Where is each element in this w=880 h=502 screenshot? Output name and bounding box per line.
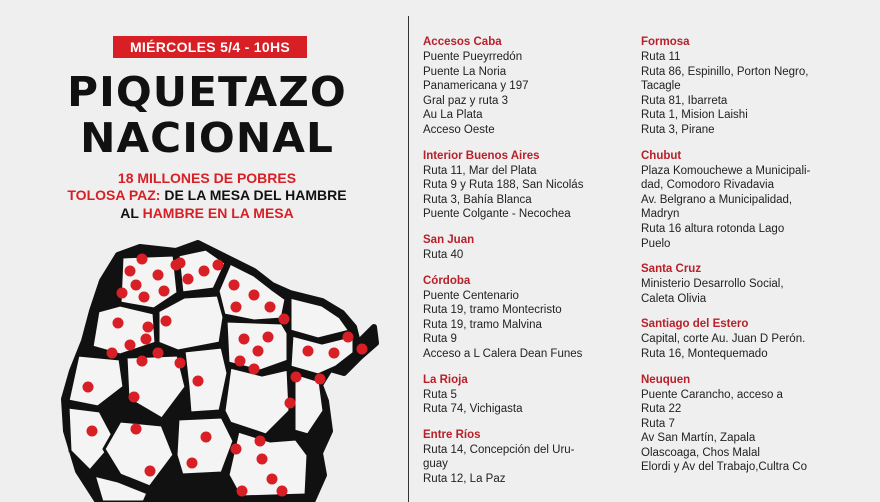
location-line: Puente Colgante - Necochea xyxy=(423,208,571,221)
location-section xyxy=(641,148,861,252)
locations-column-right xyxy=(641,34,861,485)
subtitle-3 xyxy=(0,205,414,222)
location-line: Ruta 11, Mar del Plata xyxy=(423,164,537,177)
subtitle-2 xyxy=(0,187,414,204)
poster-left xyxy=(0,0,408,502)
location-line: Ruta 22 xyxy=(641,403,682,416)
location-line: Ruta 86, Espinillo, Porton Negro, xyxy=(641,65,809,78)
subtitle-3-red: HAMBRE EN LA MESA xyxy=(142,205,294,221)
subtitle-3-pre: AL xyxy=(120,205,143,221)
location-line: Acceso Oeste xyxy=(423,123,495,136)
location-line: Ruta 19, tramo Malvina xyxy=(423,318,542,331)
location-section xyxy=(641,261,861,306)
location-line: Ruta 16 altura rotonda Lago xyxy=(641,222,785,235)
location-line: Gral paz y ruta 3 xyxy=(423,94,509,107)
subtitle-2-rest: DE LA MESA DEL HAMBRE xyxy=(160,187,347,203)
section-title: San Juan xyxy=(423,233,475,246)
section-title: Entre Ríos xyxy=(423,428,481,441)
location-line: Ruta 16, Montequemado xyxy=(641,347,768,360)
location-line: Puente Centenario xyxy=(423,289,519,302)
section-title: Santiago del Estero xyxy=(641,318,749,331)
location-section xyxy=(423,148,643,222)
title-line-2: NACIONAL xyxy=(80,114,334,162)
section-title: Chubut xyxy=(641,149,682,162)
location-section xyxy=(423,372,643,417)
location-line: Ruta 19, tramo Montecristo xyxy=(423,304,562,317)
divider xyxy=(408,16,409,502)
location-line: Puelo xyxy=(641,237,671,250)
location-section xyxy=(641,372,861,476)
locations-column-left xyxy=(423,34,643,496)
location-line: Elordi y Av del Trabajo,Cultra Co xyxy=(641,461,807,474)
location-line: Ruta 40 xyxy=(423,248,464,261)
section-title: La Rioja xyxy=(423,373,468,386)
location-line: Plaza Komouchewe a Municipali- xyxy=(641,164,811,177)
section-title: Neuquen xyxy=(641,373,691,386)
location-line: Ruta 9 y Ruta 188, San Nicolás xyxy=(423,179,584,192)
title-line-1: PIQUETAZO xyxy=(67,68,347,116)
location-line: Ministerio Desarrollo Social, xyxy=(641,278,784,291)
location-section xyxy=(423,427,643,487)
location-line: Au La Plata xyxy=(423,109,483,122)
section-title: Córdoba xyxy=(423,274,471,287)
location-line: Av San Martín, Zapala xyxy=(641,432,756,445)
location-line: Ruta 7 xyxy=(641,417,675,430)
section-title: Formosa xyxy=(641,36,690,48)
location-line: Ruta 74, Vichigasta xyxy=(423,403,523,416)
location-line: Ruta 1, Mision Laishi xyxy=(641,109,748,122)
location-line: guay xyxy=(423,458,448,471)
location-line: Ruta 9 xyxy=(423,333,457,346)
location-line: Ruta 3, Pirane xyxy=(641,123,715,136)
subtitle-1: 18 MILLONES DE POBRES xyxy=(117,170,297,186)
subtitle-2-red: TOLOSA PAZ: xyxy=(67,187,161,203)
location-line: Caleta Olivia xyxy=(641,292,707,305)
location-line: Capital, corte Au. Juan D Perón. xyxy=(641,333,806,346)
location-line: Puente Pueyrredón xyxy=(423,51,523,63)
location-line: Ruta 3, Bahía Blanca xyxy=(423,193,532,206)
argentina-map xyxy=(58,235,388,502)
location-line: Ruta 14, Concepción del Uru- xyxy=(423,443,575,456)
location-line: Acceso a L Calera Dean Funes xyxy=(423,347,583,360)
date-badge: MIÉRCOLES 5/4 - 10HS xyxy=(113,36,307,58)
location-line: Puente Carancho, acceso a xyxy=(641,388,783,401)
location-line: Av. Belgrano a Municipalidad, xyxy=(641,193,793,206)
location-line: Ruta 11 xyxy=(641,51,681,63)
location-line: Tacagle xyxy=(641,80,681,93)
section-title: Santa Cruz xyxy=(641,263,702,276)
location-line: Ruta 12, La Paz xyxy=(423,472,506,485)
location-section xyxy=(423,34,643,138)
location-line: Panamericana y 197 xyxy=(423,80,529,93)
section-title: Interior Buenos Aires xyxy=(423,149,540,162)
location-line: Madryn xyxy=(641,208,680,221)
location-line: Olascoaga, Chos Malal xyxy=(641,446,760,459)
location-line: Ruta 81, Ibarreta xyxy=(641,94,728,107)
section-title: Accesos Caba xyxy=(423,36,502,48)
location-section xyxy=(641,316,861,361)
location-line: Ruta 5 xyxy=(423,388,457,401)
location-section xyxy=(423,232,643,263)
location-section xyxy=(423,273,643,362)
location-section xyxy=(641,34,861,138)
location-line: Puente La Noria xyxy=(423,65,507,78)
location-line: dad, Comodoro Rivadavia xyxy=(641,179,774,192)
